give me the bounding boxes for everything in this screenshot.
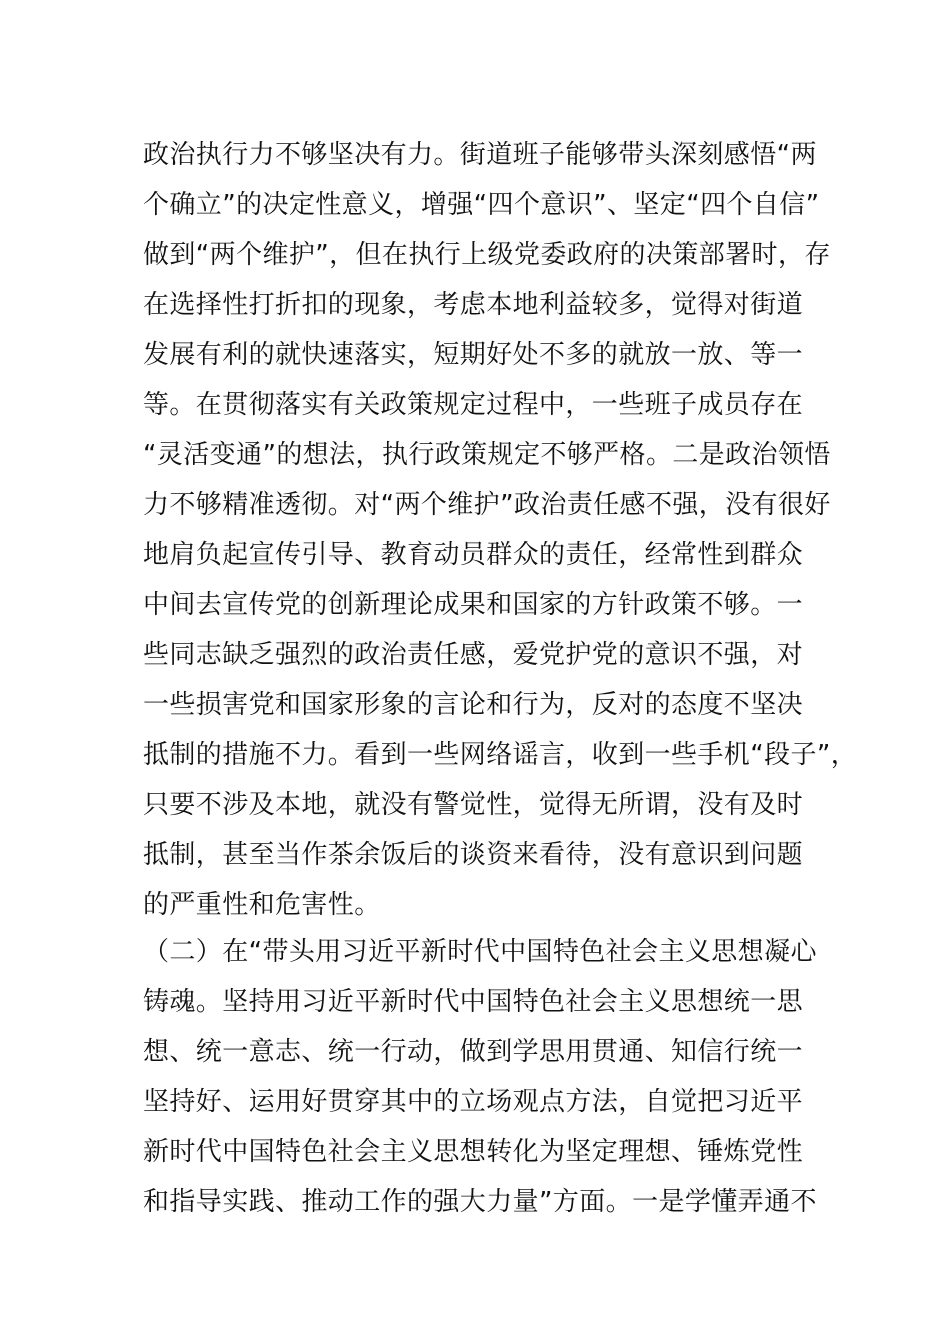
text-line: 等。在贯彻落实有关政策规定过程中，一些班子成员存在 [143,390,804,420]
text-line: 些同志缺乏强烈的政治责任感，爱党护党的意识不强，对 [143,640,804,670]
text-line: 中间去宣传党的创新理论成果和国家的方针政策不够。一 [143,590,804,620]
text-line: 和指导实践、推动工作的强大力量”方面。一是学懂弄通不 [143,1187,817,1217]
text-line: 只要不涉及本地，就没有警觉性，觉得无所谓，没有及时 [143,790,804,820]
text-line: 发展有利的就快速落实，短期好处不多的就放一放、等一 [143,340,804,370]
text-line: “灵活变通”的想法，执行政策规定不够严格。二是政治领悟 [143,440,831,470]
text-line: 新时代中国特色社会主义思想转化为坚定理想、锤炼党性 [143,1137,804,1167]
text-line: 的严重性和危害性。 [143,890,381,920]
text-line: 坚持好、运用好贯穿其中的立场观点方法，自觉把习近平 [143,1087,804,1117]
text-line: 一些损害党和国家形象的言论和行为，反对的态度不坚决 [143,690,804,720]
text-line: 地肩负起宣传引导、教育动员群众的责任，经常性到群众 [143,540,804,570]
text-line: 铸魂。坚持用习近平新时代中国特色社会主义思想统一思 [143,987,804,1017]
paragraph-section-two [143,927,843,1227]
text-line: 做到“两个维护”，但在执行上级党委政府的决策部署时，存 [143,240,831,270]
text-line: 抵制的措施不力。看到一些网络谣言，收到一些手机“段子”， [143,740,858,770]
paragraph-political-execution [143,130,858,930]
text-line: 抵制，甚至当作茶余饭后的谈资来看待，没有意识到问题 [143,840,804,870]
section-heading-line: （二）在“带头用习近平新时代中国特色社会主义思想凝心 [143,937,817,967]
text-line: 力不够精准透彻。对“两个维护”政治责任感不强，没有很好 [143,490,831,520]
text-line: 政治执行力不够坚决有力。街道班子能够带头深刻感悟“两 [143,140,817,170]
text-line: 在选择性打折扣的现象，考虑本地利益较多，觉得对街道 [143,290,804,320]
text-line: 想、统一意志、统一行动，做到学思用贯通、知信行统一 [143,1037,804,1067]
text-line: 个确立”的决定性意义，增强“四个意识”、坚定“四个自信” [143,190,820,220]
